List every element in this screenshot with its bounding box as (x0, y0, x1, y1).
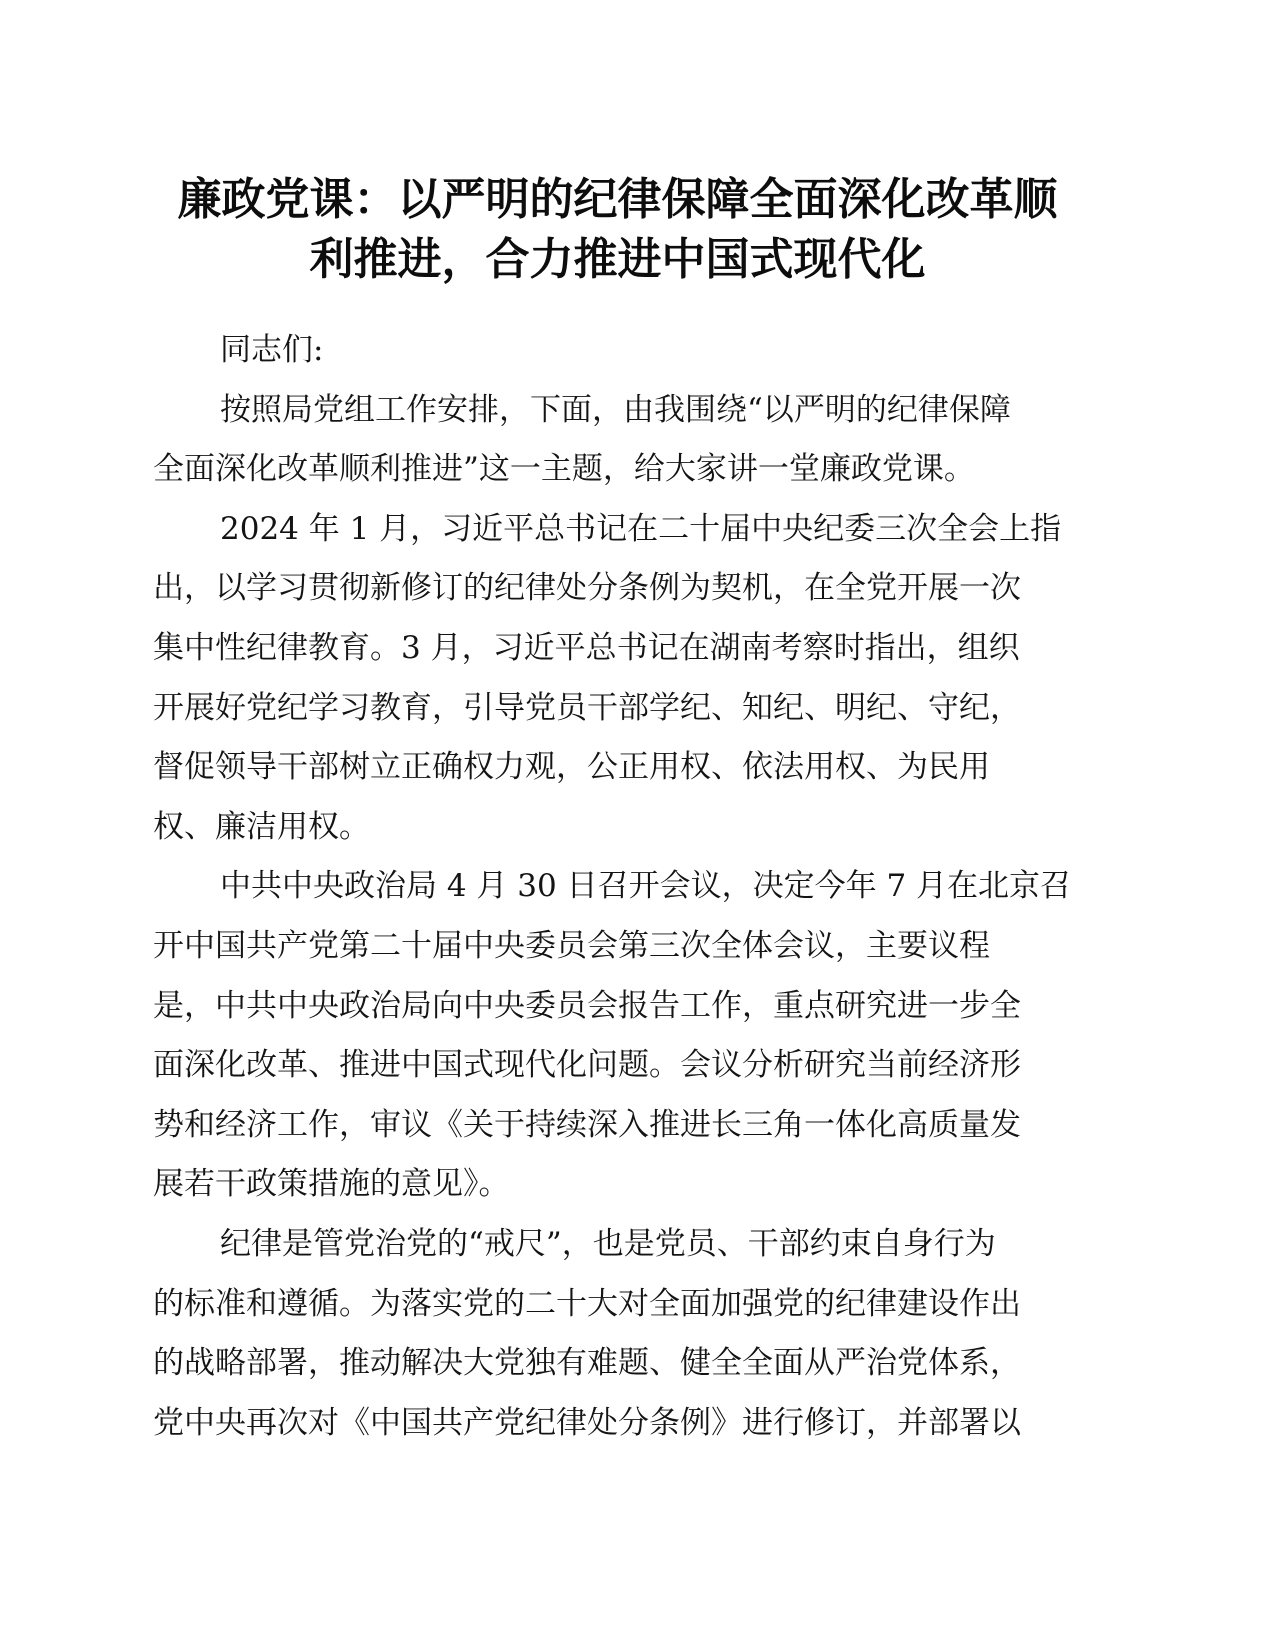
paragraph-line: 的标准和遵循。为落实党的二十大对全面加强党的纪律建设作出 (153, 1285, 1021, 1322)
paragraph-line: 出，以学习贯彻新修订的纪律处分条例为契机，在全党开展一次 (153, 570, 1021, 607)
paragraph-line: 全面深化改革顺利推进”这一主题，给大家讲一堂廉政党课。 (153, 451, 975, 488)
paragraph-1 (153, 381, 1093, 500)
paragraph-line: 是，中共中央政治局向中央委员会报告工作，重点研究进一步全 (153, 987, 1021, 1024)
paragraph-2 (153, 500, 1093, 858)
salutation: 同志们: (220, 332, 324, 368)
title-line-1: 廉政党课：以严明的纪律保障全面深化改革顺 (177, 174, 1058, 225)
paragraph-line: 展若干政策措施的意见》。 (153, 1166, 510, 1203)
paragraph-line: 集中性纪律教育。3 月，习近平总书记在湖南考察时指出，组织 (153, 629, 1020, 666)
paragraph-line: 开展好党纪学习教育，引导党员干部学纪、知纪、明纪、守纪， (153, 689, 1021, 726)
paragraph-line: 面深化改革、推进中国式现代化问题。会议分析研究当前经济形 (153, 1047, 1021, 1084)
paragraph-line: 党中央再次对《中国共产党纪律处分条例》进行修订，并部署以 (153, 1404, 1021, 1441)
salutation-paragraph (153, 321, 1093, 381)
paragraph-3 (153, 857, 1093, 1215)
paragraph-line: 按照局党组工作安排，下面，由我围绕“以严明的纪律保障 (220, 391, 1011, 428)
paragraph-line: 权、廉洁用权。 (153, 808, 370, 845)
document-title (150, 170, 1085, 290)
paragraph-line: 的战略部署，推动解决大党独有难题、健全全面从严治党体系， (153, 1345, 1021, 1382)
paragraph-line: 中共中央政治局 4 月 30 日召开会议，决定今年 7 月在北京召 (220, 868, 1072, 905)
title-line-2: 利推进，合力推进中国式现代化 (309, 234, 926, 285)
paragraph-line: 2024 年 1 月，习近平总书记在二十届中央纪委三次全会上指 (220, 510, 1062, 547)
document-body (153, 321, 1093, 1453)
paragraph-line: 势和经济工作，审议《关于持续深入推进长三角一体化高质量发 (153, 1106, 1021, 1143)
paragraph-line: 纪律是管党治党的“戒尺”，也是党员、干部约束自身行为 (220, 1225, 996, 1262)
paragraph-line: 督促领导干部树立正确权力观，公正用权、依法用权、为民用 (153, 749, 990, 786)
paragraph-4 (153, 1215, 1093, 1453)
paragraph-line: 开中国共产党第二十届中央委员会第三次全体会议，主要议程 (153, 927, 990, 964)
